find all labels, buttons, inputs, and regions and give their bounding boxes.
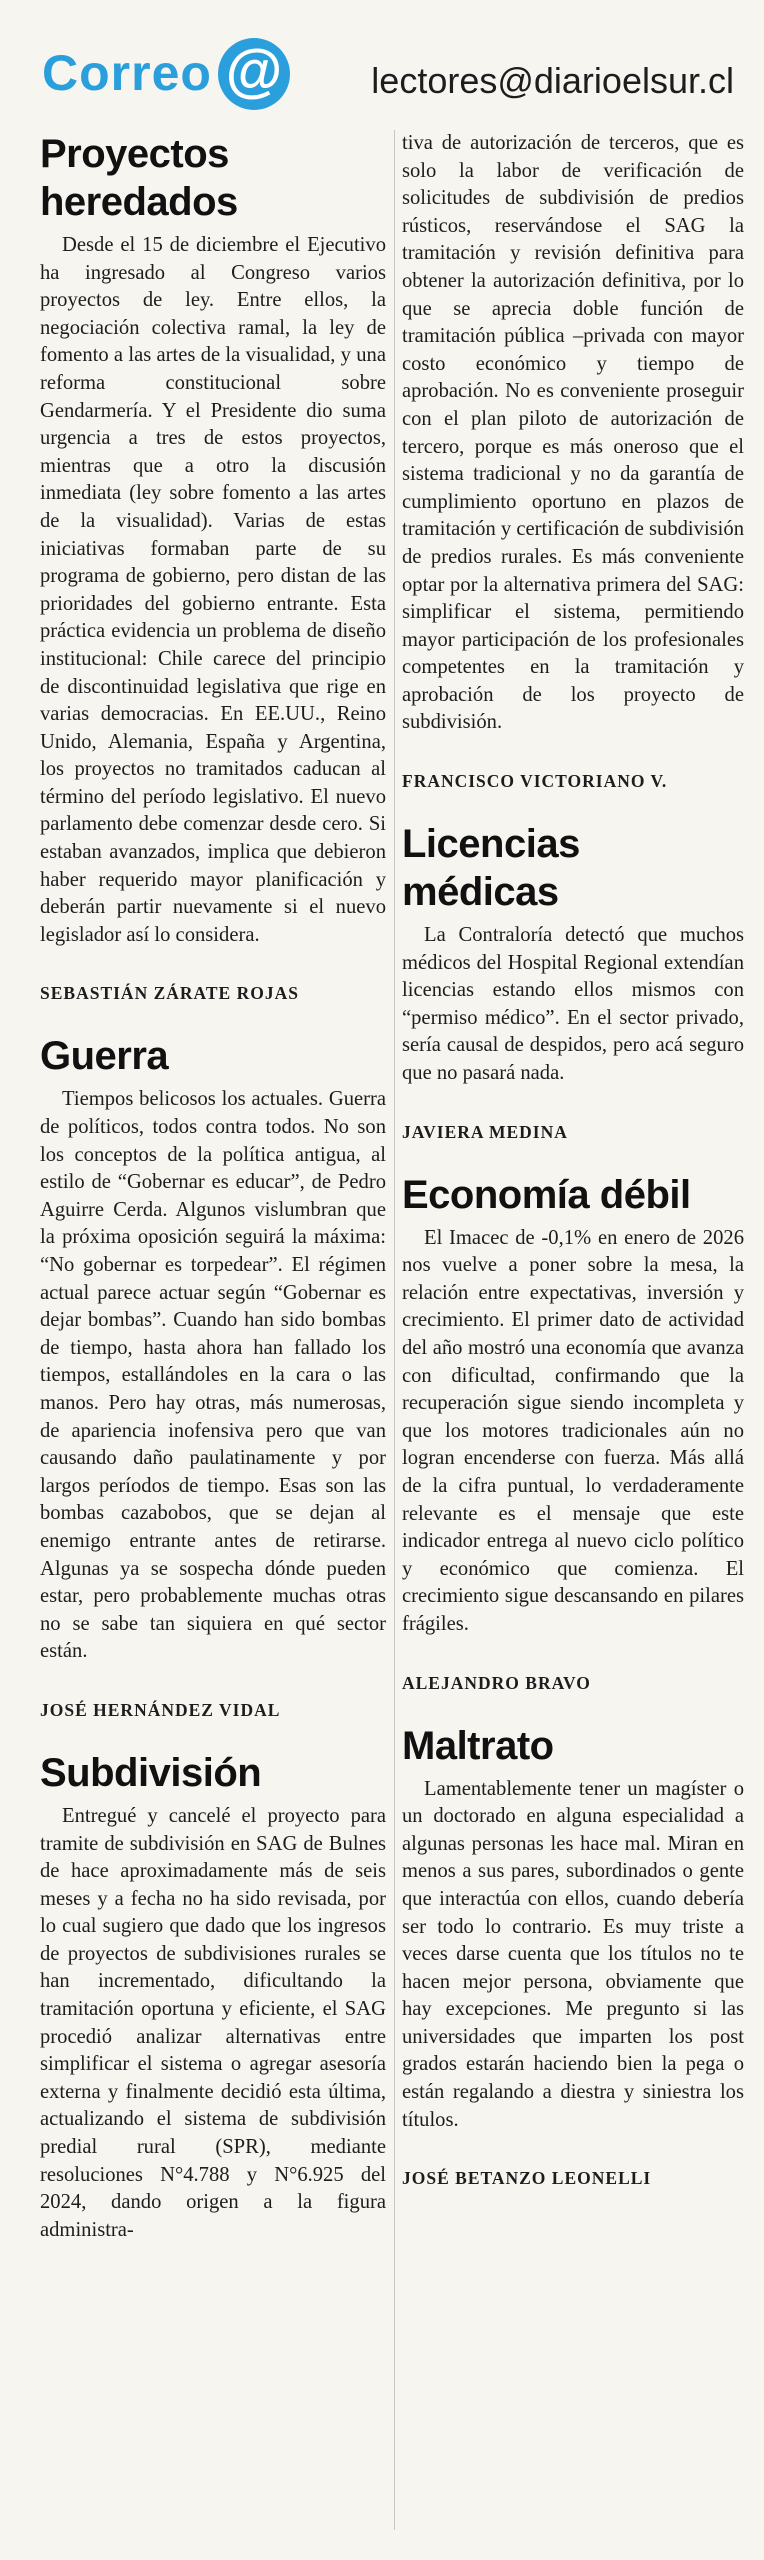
column-divider [394,130,395,2530]
letter-body: Desde el 15 de diciembre el Ejecutivo ha ingresado al Congreso varios proyectos de ley. Entre ellos, la negociación colectiva ramal, la ley de fomento a las artes de la visualidad, y una reforma constitucional sobre Gendarmería. Y el Presidente dio suma urgencia a tres de estos proyectos, mientras que a otro la discusión inmediata (ley sobre fomento a las artes de la visualidad). Varias de estas iniciativas formaban parte de su programa de gobierno, pero distan de las prioridades del gobierno entrante. Esta práctica evidencia un problema de diseño institucional: Chile carece del principio de discontinuidad legislativa que rige en varias democracias. En EE.UU., Reino Unido, Alemania, España y Argentina, los proyectos no tramitados caducan al término del período legislativo. El nuevo parlamento debe comenzar desde cero. Si estaban avanzados, implica que debieron haber requerido mayor planificación y deberán partir nuevamente si el nuevo legislador así lo considera. [40,234,386,946]
letter-author: JOSÉ BETANZO LEONELLI [402,2168,652,2189]
letter-title: Guerra [40,1034,169,1079]
letter-author: ALEJANDRO BRAVO [402,1672,591,1693]
letter-title: Economía débil [402,1172,691,1217]
section-title: Correo [42,45,212,101]
letter-body: Tiempos belicosos los actuales. Guerra de políticos, todos contra todos. No son los conceptos de la política antigua, al estilo de “Gobernar es educar”, de Pedro Aguirre Cerda. Algunos vislumbran que la próxima oposición seguirá la máxima: “No gobernar es torpedear”. El régimen actual parece actuar según “Gobernar es dejar bombas”. Cuando han sido bombas de tiempo, hasta ahora han fallado los tiempos, estallándoles en la cara o las manos. Pero hay otras, más numerosas, de apariencia inofensiva pero que van causando daño paulatinamente y por largos períodos de tiempo. Esas son las bombas cazabobos, que se dejan al enemigo entrante antes de retirarse. Algunas ya se sospecha dónde pueden estar, pero probablemente muchas otras no se sabe tan siquiera en qué sector están. [40,1088,386,1663]
contact-email-link[interactable]: lectores@diarioelsur.cl [371,60,734,101]
letter-body: Entregué y cancelé el proyecto para tramite de subdivisión en SAG de Bulnes de hace aproximadamente más de seis meses y a fecha no ha sido revisada, por lo cual sugiero que dado que los ingresos de proyectos de subdivisiones rurales se han incrementado, dificultando la tramitación oportuna y eficiente, el SAG procedió analizar alternativas entre simplificar el sistema o agregar asesoría externa y finalmente decidió esta última, actualizando el sistema de subdivisión predial rural (SPR), mediante resoluciones N°4.788 y N°6.925 del 2024, dando origen a la figura administra- [40,1804,386,2241]
letter-subdivision-continued [402,130,744,792]
letter-subdivision [40,1749,386,2245]
letter-author: SEBASTIÁN ZÁRATE ROJAS [40,983,299,1004]
letter-author: JAVIERA MEDINA [402,1121,568,1142]
letter-title: Subdivisión [40,1750,262,1795]
letter-body: tiva de autorización de terceros, que es solo la labor de verificación de solicitudes de subdivisión de predios rústicos, reservándose el SAG la tramitación y revisión definitiva para obtener la autorización definitiva, por lo que se aprecia doble función de tramitación pública –privada con mayor costo económico y tiempo de aprobación. No es conveniente proseguir con el plan piloto de autorización de tercero, porque es más oneroso que el sistema tradicional y no da garantía de cumplimiento oportuno en plazos de tramitación y certificación de subdivisión de predios rurales. Es más conveniente optar por la alternativa primera del SAG: simplificar el sistema, permitiendo mayor participación de los profesionales competentes en la tramitación y aprobación de los proyecto de subdivisión. [402,132,744,734]
letter-title: Proyectos heredados [40,132,238,224]
letter-maltrato [402,1722,744,2190]
letter-proyectos-heredados [40,130,386,1004]
letter-licencias-medicas [402,820,744,1143]
letter-guerra [40,1032,386,1720]
letter-economia-debil [402,1171,744,1694]
letter-title: Maltrato [402,1723,554,1768]
at-logo-icon: @ [218,38,290,110]
left-column [40,130,386,2244]
section-header [0,0,764,120]
right-column [402,130,744,2217]
letter-author: FRANCISCO VICTORIANO V. [402,771,668,792]
letter-author: JOSÉ HERNÁNDEZ VIDAL [40,1699,281,1720]
letter-body: La Contraloría detectó que muchos médicos del Hospital Regional extendían licencias estando ellos mismos con “permiso médico”. En el sector privado, sería causal de despidos, pero acá seguro que no pasará nada. [402,924,744,1085]
letter-body: El Imacec de -0,1% en enero de 2026 nos vuelve a poner sobre la mesa, la relación entre expectativas, inversión y crecimiento. El primer dato de actividad del año mostró una economía que avanza con dificultad, confirmando que la recuperación sigue siendo incompleta y que los motores tradicionales aún no logran encenderse con fuerza. Más allá de la cifra puntual, lo verdaderamente relevante es el mensaje que este indicador entrega al nuevo ciclo político y económico que comienza. El crecimiento sigue descansando en pilares frágiles. [402,1226,744,1635]
letter-title: Licencias médicas [402,822,580,915]
letter-body: Lamentablemente tener un magíster o un doctorado en alguna especialidad a algunas personas les hace mal. Miran en menos a sus pares, subordinados o gente que interactúa con ellos, cuando debería ser todo lo contrario. Es muy triste a veces darse cuenta que los títulos no te hacen mejor persona, obviamente que hay excepciones. Me pregunto si las universidades que imparten los post grados estarán haciendo bien la pega o están regalando a diestra y siniestra los títulos. [402,1777,744,2131]
